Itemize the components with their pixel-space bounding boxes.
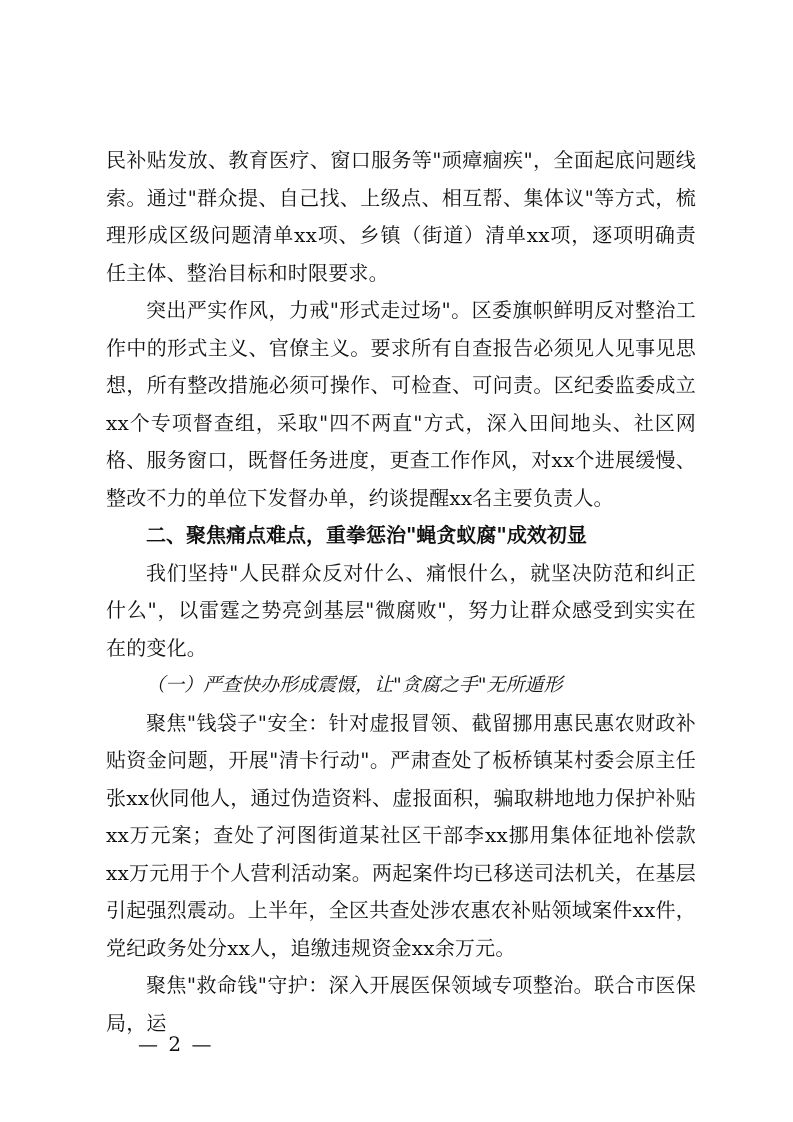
paragraph-money-bag: 聚焦"钱袋子"安全：针对虚报冒领、截留挪用惠民惠农财政补贴资金问题，开展"清卡行动"。严肃查处了板桥镇某村委会原主任张xx伙同他人，通过伪造资料、虚报面积，骗取耕地地力保护补贴xx万元案；查处了河图街道某社区干部李xx挪用集体征地补偿款xx万元用于个人营利活动案。两起案件均已移送司法机关，在基层引起强烈震动。上半年，全区共查处涉农惠农补贴领域案件xx件，党纪政务处分xx人，追缴违规资金xx余万元。 xyxy=(106,710,696,960)
subsection-heading: （一）严查快办形成震慑，让"贪腐之手"无所遁形 xyxy=(146,674,563,696)
section-heading: 二、聚焦痛点难点，重拳惩治"蝇贪蚁腐"成效初显 xyxy=(146,523,587,547)
page-number: — 2 — xyxy=(138,1032,214,1056)
paragraph-medical-insurance: 聚焦"救命钱"守护：深入开展医保领域专项整治。联合市医保局，运 xyxy=(106,973,696,1035)
paragraph-work-style: 突出严实作风，力戒"形式走过场"。区委旗帜鲜明反对整治工作中的形式主义、官僚主义。要求所有自查报告必须见人见事见思想，所有整改措施必须可操作、可检查、可问责。区纪委监委成立xx个专项督查组，采取"四不两直"方式，深入田间地头、社区网格、服务窗口，既督任务进度，更查工作作风，对xx个进展缓慢、整改不力的单位下发督办单，约谈提醒xx名主要负责人。 xyxy=(106,298,696,510)
paragraph-continued: 民补贴发放、教育医疗、窗口服务等"顽瘴痼疾"，全面起底问题线索。通过"群众提、自己找、上级点、相互帮、集体议"等方式，梳理形成区级问题清单xx项、乡镇（街道）清单xx项，逐项明确责任主体、整治目标和时限要求。 xyxy=(106,148,696,285)
paragraph-section-intro: 我们坚持"人民群众反对什么、痛恨什么，就坚决防范和纠正什么"，以雷霆之势亮剑基层"微腐败"，努力让群众感受到实实在在的变化。 xyxy=(106,560,696,660)
document-body xyxy=(106,142,696,1042)
